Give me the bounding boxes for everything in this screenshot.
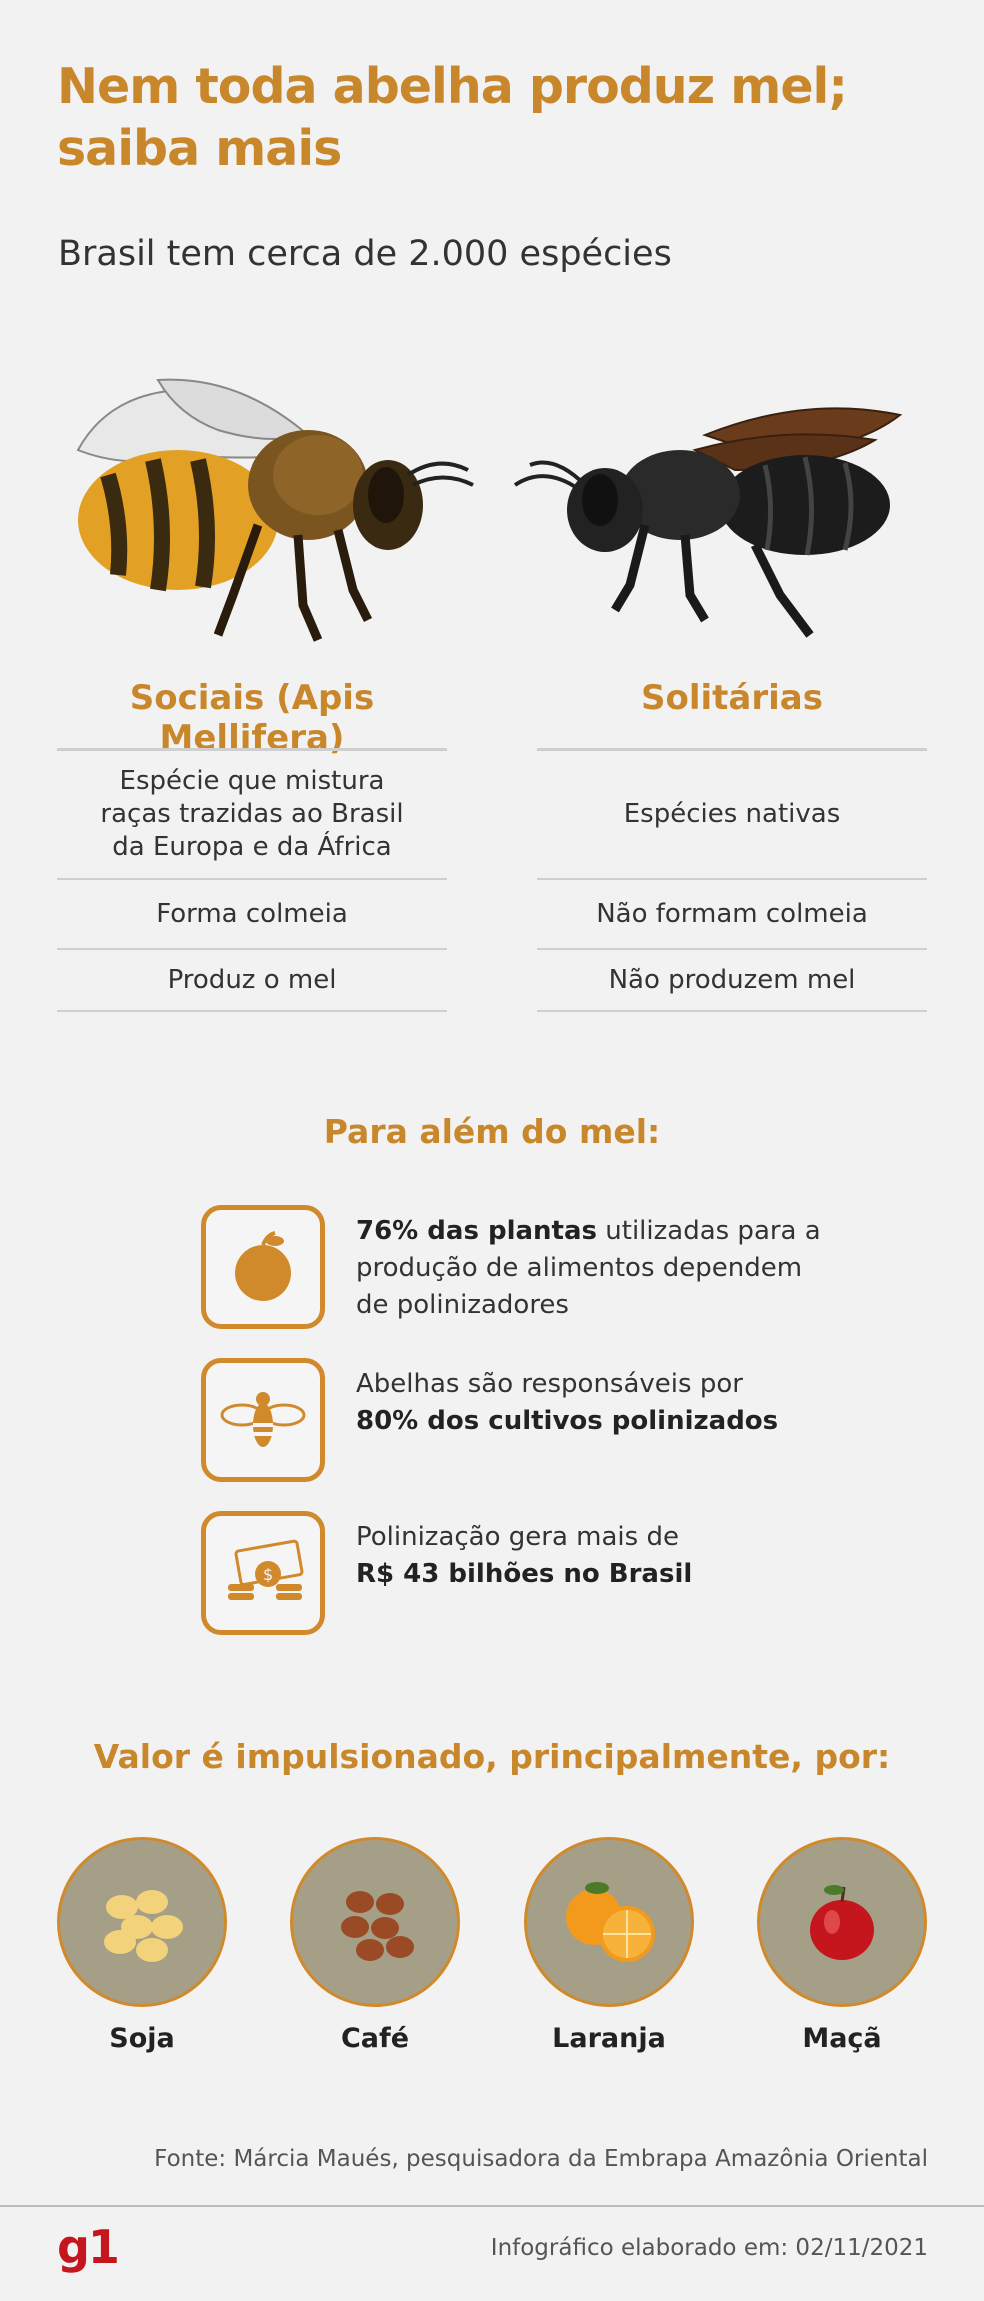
table-cell: Espécie que mistura raças trazidas ao Brasil da Europa e da África [100, 766, 404, 862]
bee-icon [201, 1358, 325, 1482]
table-row [57, 878, 447, 948]
table-cell: Não produzem mel [608, 964, 856, 995]
crop-label: Maçã [802, 2023, 882, 2054]
soy-icon [57, 1837, 227, 2007]
solitary-bees-heading: Solitárias [641, 678, 823, 718]
coffee-icon [290, 1837, 460, 2007]
fact-highlight: 80% dos cultivos polinizados [356, 1406, 779, 1436]
social-bees-heading: Sociais (Apis Mellifera) [129, 678, 375, 758]
table-row [57, 948, 447, 1012]
fact-highlight: 76% das plantas [356, 1216, 597, 1246]
svg-text:$: $ [263, 1565, 274, 1584]
solitary-bee-illustration [505, 395, 915, 650]
crop-label: Laranja [552, 2023, 666, 2054]
table-row [537, 748, 927, 878]
table-cell: Espécies nativas [623, 799, 841, 829]
apple-icon [201, 1205, 325, 1329]
footer-divider [0, 2205, 984, 2207]
beyond-honey-heading: Para além do mel: [323, 1112, 661, 1151]
crop-item [57, 1837, 227, 2054]
table-cell: Produz o mel [167, 964, 337, 995]
value-drivers-heading: Valor é impulsionado, principalmente, por: [93, 1737, 891, 1776]
social-bees-table [57, 748, 447, 1012]
footer-date: Infográfico elaborado em: 02/11/2021 [490, 2235, 928, 2261]
table-cell: Forma colmeia [156, 898, 348, 929]
money-icon [201, 1511, 325, 1635]
solitary-bees-table [537, 748, 927, 1012]
fact-item [201, 1358, 841, 1482]
fact-text: Abelhas são responsáveis por [356, 1369, 743, 1399]
orange-icon [524, 1837, 694, 2007]
fact-item [201, 1511, 841, 1635]
page-subtitle: Brasil tem cerca de 2.000 espécies [58, 234, 672, 274]
crop-item [524, 1837, 694, 2054]
table-row [57, 748, 447, 878]
crop-label: Soja [109, 2023, 175, 2054]
source-note: Fonte: Márcia Maués, pesquisadora da Embrapa Amazônia Oriental [154, 2146, 928, 2172]
fact-text: utilizadas para a produção de alimentos dependem de polinizadores [356, 1216, 821, 1320]
fact-highlight: R$ 43 bilhões no Brasil [356, 1559, 693, 1589]
crop-item [757, 1837, 927, 2054]
fact-text: Polinização gera mais de [356, 1522, 679, 1552]
honey-bee-illustration [68, 375, 488, 650]
fact-item [201, 1205, 841, 1329]
table-row [537, 878, 927, 948]
table-cell: Não formam colmeia [596, 898, 868, 929]
g1-logo[interactable]: g1 [57, 2220, 118, 2274]
page-title: Nem toda abelha produz mel; saiba mais [57, 58, 847, 177]
crop-label: Café [340, 2023, 410, 2054]
table-row [537, 948, 927, 1012]
crop-item [290, 1837, 460, 2054]
apple-icon [757, 1837, 927, 2007]
